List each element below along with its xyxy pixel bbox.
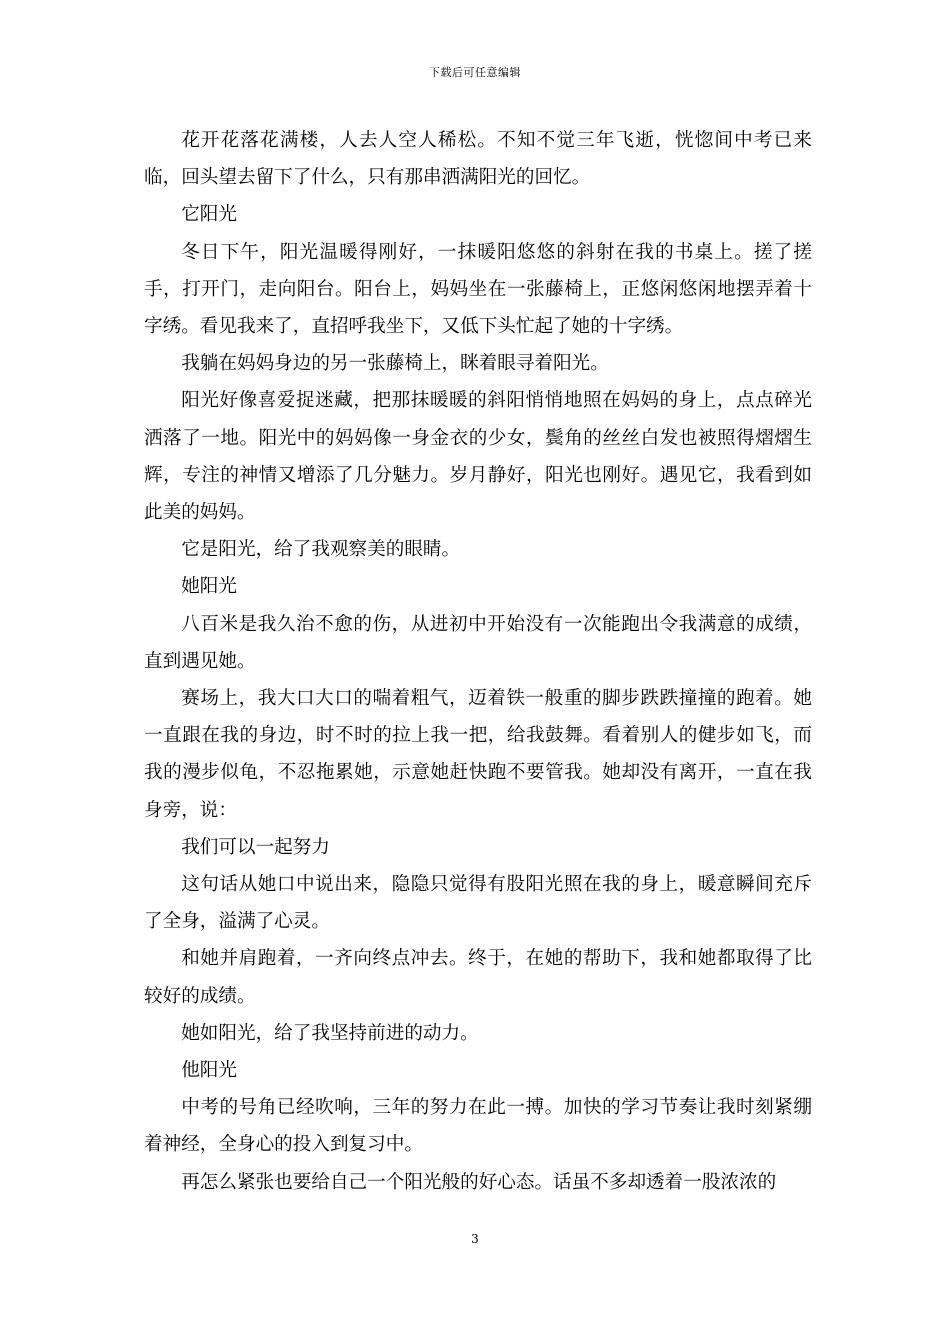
- paragraph: 和她并肩跑着，一齐向终点冲去。终于，在她的帮助下，我和她都取得了比较好的成绩。: [144, 948, 812, 1007]
- paragraph: 赛场上，我大口大口的喘着粗气，迈着铁一般重的脚步跌跌撞撞的跑着。她一直跟在我的身边，时不时的拉上我一把，给我鼓舞。看着别人的健步如飞，而我的漫步似龟，不忍拖累她，示意她赶快跑不要管我。她却没有离开，一直在我身旁，说：: [144, 688, 812, 821]
- page-number: 3: [471, 1232, 479, 1246]
- section-heading: 她阳光: [181, 576, 237, 598]
- section-heading: 他阳光: [181, 1060, 237, 1082]
- paragraph: 八百米是我久治不愈的伤，从进初中开始没有一次能跑出令我满意的成绩，直到遇见她。: [144, 613, 812, 672]
- paragraph: 再怎么紧张也要给自己一个阳光般的好心态。话虽不多却透着一股浓浓的: [181, 1171, 777, 1193]
- paragraph: 她如阳光，给了我坚持前进的动力。: [181, 1022, 479, 1044]
- paragraph: 这句话从她口中说出来，隐隐只觉得有股阳光照在我的身上，暖意瞬间充斥了全身，溢满了心灵。: [144, 874, 812, 933]
- paragraph: 花开花落花满楼，人去人空人稀松。不知不觉三年飞逝，恍惚间中考已来临，回头望去留下了什么，只有那串洒满阳光的回忆。: [144, 130, 812, 189]
- paragraph: 阳光好像喜爱捉迷藏，把那抹暖暖的斜阳悄悄地照在妈妈的身上，点点碎光洒落了一地。阳光中的妈妈像一身金衣的少女，鬓角的丝丝白发也被照得熠熠生辉，专注的神情又增添了几分魅力。岁月静好，阳光也刚好。遇见它，我看到如此美的妈妈。: [144, 390, 812, 524]
- section-heading: 它阳光: [181, 204, 237, 226]
- paragraph: 它是阳光，给了我观察美的眼睛。: [181, 539, 461, 561]
- paragraph: 我们可以一起努力: [181, 836, 330, 858]
- paragraph: 我躺在妈妈身边的另一张藤椅上，眯着眼寻着阳光。: [181, 353, 609, 375]
- paragraph: 中考的号角已经吹响，三年的努力在此一搏。加快的学习节奏让我时刻紧绷着神经，全身心的投入到复习中。: [144, 1097, 812, 1156]
- paragraph: 冬日下午，阳光温暖得刚好，一抹暖阳悠悠的斜射在我的书桌上。搓了搓手，打开门，走向阳台。阳台上，妈妈坐在一张藤椅上，正悠闲悠闲地摆弄着十字绣。看见我来了，直招呼我坐下，又低下头忙起了她的十字绣。: [144, 241, 812, 338]
- document-body: [144, 122, 812, 1201]
- page-header: 下载后可任意编辑: [429, 66, 521, 79]
